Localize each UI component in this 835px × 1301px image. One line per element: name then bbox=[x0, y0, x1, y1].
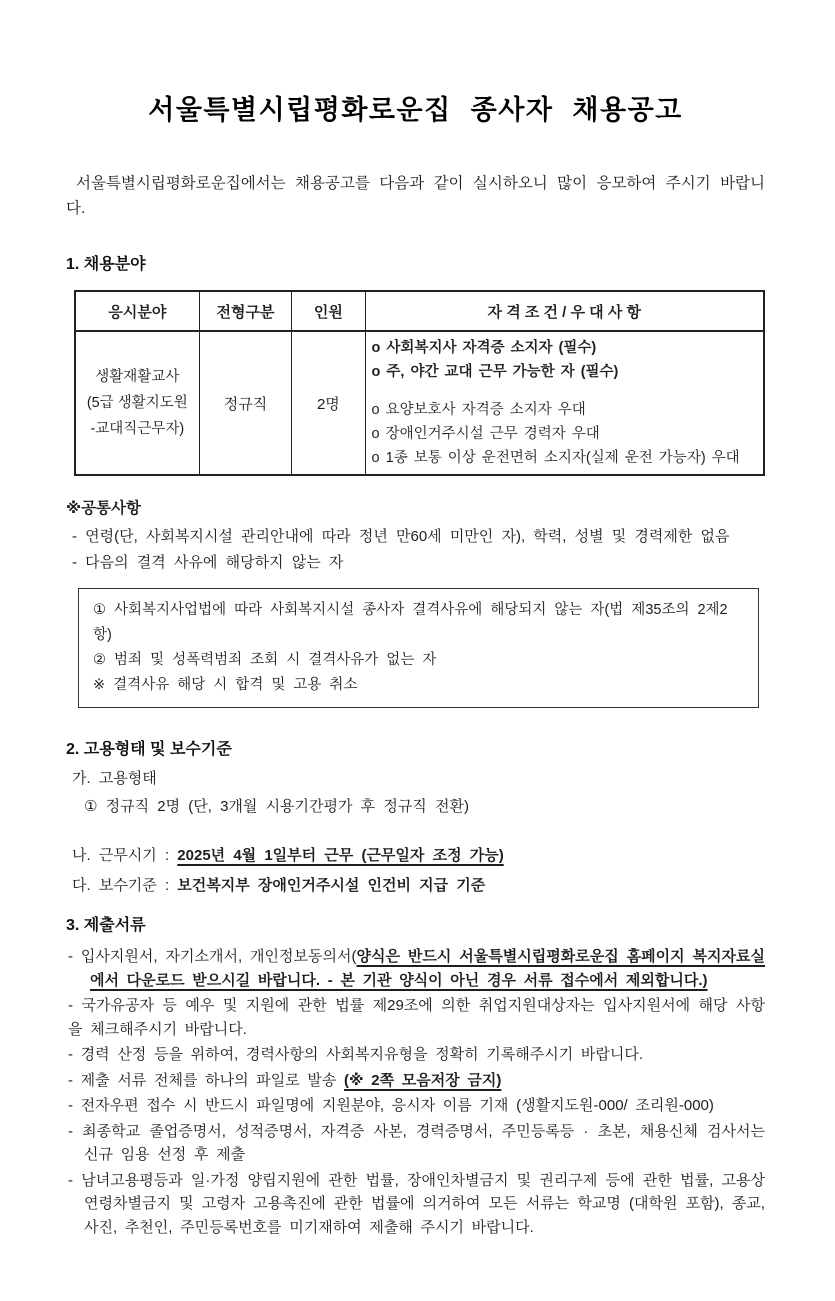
doc-bullet-4-emphasis: (※ 2쪽 모음저장 금지) bbox=[344, 1071, 502, 1089]
table-row bbox=[75, 331, 764, 475]
doc-bullet-1-text: - 입사지원서, 자기소개서, 개인정보동의서( bbox=[68, 948, 357, 965]
page-title: 서울특별시립평화로운집 종사자 채용공고 bbox=[148, 95, 683, 125]
disqualification-box bbox=[78, 588, 759, 708]
disqualification-line-3: ※ 결격사유 해당 시 합격 및 고용 취소 bbox=[93, 677, 358, 693]
work-start-line bbox=[72, 844, 765, 868]
pay-standard-label: 다. 보수기준 : bbox=[72, 877, 178, 894]
doc-bullet-single-file bbox=[68, 1069, 765, 1093]
cell-field bbox=[75, 331, 199, 475]
common-note-1: - 연령(단, 사회복지시설 관리안내에 따라 정년 만60세 미만인 자), 학력, 성별 및 경력제한 없음 bbox=[72, 528, 730, 545]
doc-bullet-1-emphasis: 양식은 반드시 서울특별시립평화로운집 홈페이지 복지자료실에서 다운로드 받으시길 바랍니다. - 본 기관 양식이 아닌 경우 서류 접수에서 제외합니다.) bbox=[90, 948, 765, 989]
doc-bullet-veterans: - 국가유공자 등 예우 및 지원에 관한 법률 제29조에 의한 취업지원대상자는 입사지원서에 해당 사항을 체크해주시기 바랍니다. bbox=[68, 997, 765, 1038]
cell-type: 정규직 bbox=[199, 331, 292, 475]
work-start-label: 나. 근무시기 : bbox=[72, 847, 178, 864]
doc-bullet-email-filename: - 전자우편 접수 시 반드시 파일명에 지원분야, 응시자 이름 기재 (생활지도원-000/ 조리원-000) bbox=[68, 1097, 714, 1114]
table-header-row bbox=[75, 291, 764, 331]
common-notes-heading: ※공통사항 bbox=[66, 500, 141, 517]
qual-required-2: o 주, 야간 교대 근무 가능한 자 (필수) bbox=[371, 364, 619, 380]
recruit-table bbox=[74, 290, 765, 476]
employment-type-label: 가. 고용형태 bbox=[72, 770, 157, 787]
field-line-2: (5급 생활지도원 bbox=[86, 395, 188, 411]
qual-preferred-3: o 1종 보통 이상 운전면허 소지자(실제 운전 가능자) 우대 bbox=[371, 450, 740, 466]
work-start-value: 2025년 4월 1일부터 근무 (근무일자 조정 가능) bbox=[177, 847, 504, 864]
doc-bullet-application-forms bbox=[68, 945, 765, 992]
pay-standard-line bbox=[72, 874, 765, 898]
qual-gap bbox=[372, 384, 757, 398]
doc-bullet-certificates-later: - 최종학교 졸업증명서, 성적증명서, 자격증 사본, 경력증명서, 주민등록등 · 초본, 채용신체 검사서는 신규 임용 선정 후 제출 bbox=[68, 1122, 765, 1163]
cell-count: 2명 bbox=[292, 331, 365, 475]
disqualification-line-1: ① 사회복지사업법에 따라 사회복지시설 종사자 결격사유에 해당되지 않는 자(법 제35조의 2제2항) bbox=[93, 602, 728, 643]
qual-preferred-1: o 요양보호사 자격증 소지자 우대 bbox=[371, 402, 586, 418]
col-header-field: 응시분야 bbox=[75, 291, 199, 331]
doc-bullet-omit-personal-info: - 남녀고용평등과 일·가정 양립지원에 관한 법률, 장애인차별금지 및 권리구제 등에 관한 법률, 고용상 연령차별금지 및 고령자 고용촉진에 관한 법률에 의거하여 모든 서류는 학교명 (대학원 포함), 종교, 사진, 추천인, 주민등록번호를 미기재하여 제출해 주시기 바랍니다. bbox=[68, 1171, 765, 1236]
col-header-type: 전형구분 bbox=[199, 291, 292, 331]
section-employment-heading: 2. 고용형태 및 보수기준 bbox=[66, 741, 232, 758]
qual-preferred-2: o 장애인거주시설 근무 경력자 우대 bbox=[371, 426, 600, 442]
common-note-2: - 다음의 결격 사유에 해당하지 않는 자 bbox=[72, 554, 344, 571]
employment-type-item: ① 정규직 2명 (단, 3개월 시용기간평가 후 정규직 전환) bbox=[84, 798, 469, 815]
section-recruit-heading: 1. 채용분야 bbox=[66, 256, 146, 273]
intro-paragraph: 서울특별시립평화로운집에서는 채용공고를 다음과 같이 실시하오니 많이 응모하여 주시기 바랍니다. bbox=[66, 175, 765, 217]
cell-qualifications bbox=[365, 331, 764, 475]
col-header-count: 인원 bbox=[292, 291, 365, 331]
disqualification-line-2: ② 범죄 및 성폭력범죄 조회 시 결격사유가 없는 자 bbox=[93, 652, 437, 668]
pay-standard-value: 보건복지부 장애인거주시설 인건비 지급 기준 bbox=[177, 877, 486, 894]
field-line-3: -교대직근무자) bbox=[90, 421, 185, 437]
qual-required-1: o 사회복지사 자격증 소지자 (필수) bbox=[371, 340, 597, 356]
section-documents-heading: 3. 제출서류 bbox=[66, 917, 146, 934]
field-line-1: 생활재활교사 bbox=[95, 369, 180, 385]
doc-bullet-4-text: - 제출 서류 전체를 하나의 파일로 발송 bbox=[68, 1071, 345, 1089]
doc-bullet-career-record: - 경력 산정 등을 위하여, 경력사항의 사회복지유형을 정확히 기록해주시기 바랍니다. bbox=[68, 1046, 644, 1063]
col-header-qualifications: 자 격 조 건 / 우 대 사 항 bbox=[365, 291, 764, 331]
